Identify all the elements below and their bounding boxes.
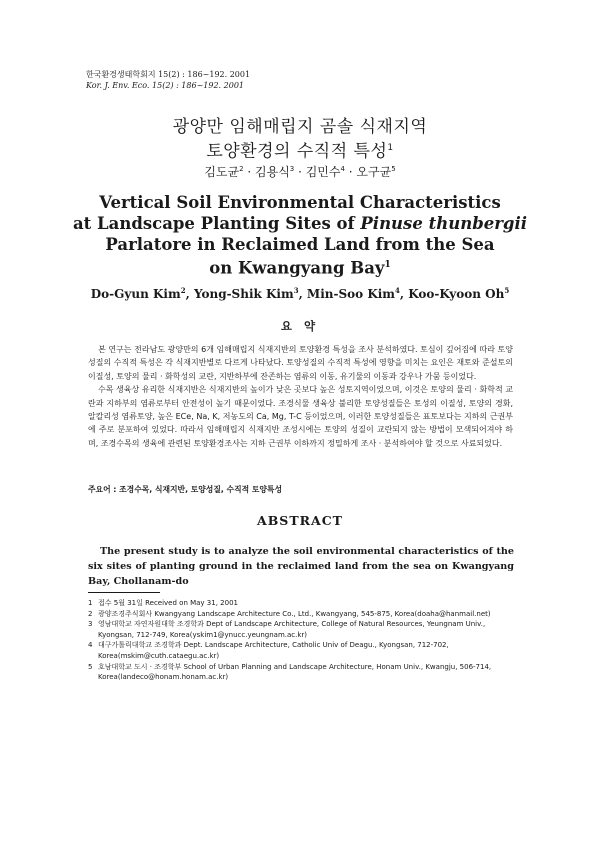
english-title-footnote-mark: 1 — [384, 260, 391, 270]
author-footnote-mark: 3 — [289, 165, 295, 173]
english-author: Do-Gyun Kim — [90, 287, 181, 301]
author-footnote-mark: 3 — [293, 286, 299, 295]
english-author: Yong-Shik Kim — [193, 287, 294, 301]
footnote-number: 3 — [88, 620, 93, 629]
footnote-item — [88, 609, 518, 620]
english-title-line-4 — [0, 255, 600, 279]
journal-citation-korean: 한국환경생태학회지 15(2) : 186~192. 2001 — [86, 70, 251, 79]
keywords: 주요어 : 조경수목, 식재지반, 토양성질, 수직적 토양특성 — [88, 485, 282, 494]
author-footnote-mark: 2 — [180, 286, 186, 295]
korean-author: 김민수 — [305, 165, 341, 179]
korean-author-list — [0, 161, 600, 180]
footnote-number: 4 — [88, 641, 93, 650]
journal-citation-english: Kor. J. Env. Eco. 15(2) : 186~192. 2001 — [86, 81, 244, 90]
footnote-number: 2 — [88, 609, 93, 618]
korean-abstract-paragraph-2: 수목 생육상 유리한 식재지반은 식재지반의 높이가 낮은 곳보다 높은 성토지역이었으며, 이것은 토양의 물리 · 화학적 교란과 지하부의 염류로부터 안전성이 높기 때문이었다. 조경식물 생육상 불리한 토양성질들은 토성의 이질성, 토양의 경화, 알칼리성 염류토양, 높은 ECe, Na, K, 저농도의 Ca, Mg, T-C 등이었으며, 이러한 토양성질들은 표토보다는 지하의 근권부에 주로 분포하여 있었다. 따라서 임해매립지 식재지반 조성시에는 토양의 성질이 교란되지 않는 방법이 모색되어져야 하며, 조경수목의 생육에 관련된 토양환경조사는 지하 근권부 이하까지 정밀하게 조사 · 분석하여야 할 것으로 사료되었다. — [88, 385, 513, 448]
footnote-text: 광양조경주식회사 Kwangyang Landscape Architecture Co., Ltd., Kwangyang, 545-875, Korea(doaha@hanmail.net) — [98, 609, 491, 618]
species-name: Pinuse thunbergii — [360, 214, 528, 233]
english-author: Min-Soo Kim — [306, 287, 396, 301]
korean-title-line-2 — [0, 137, 600, 163]
korean-title-footnote-mark: 1 — [387, 143, 394, 153]
english-title-line-2 — [0, 213, 600, 234]
footnote-text: 영남대학교 자연자원대학 조경학과 Dept of Landscape Architecture, College of Natural Resources, Yeungnam Univ., Kyongsan, 712-749, Korea(yskim1@ynucc.yeungnam.ac.kr) — [98, 620, 486, 639]
author-footnote-mark: 4 — [340, 165, 345, 173]
english-title-line-1: Vertical Soil Environmental Characteristics — [99, 193, 501, 212]
english-abstract-body: The present study is to analyze the soil environmental characteristics of the six sites of planting ground in the reclaimed land from the sea on Kwangyang Bay, Chollanam-do — [88, 546, 514, 587]
author-footnote-mark: 5 — [504, 286, 510, 295]
korean-abstract-paragraph-1: 본 연구는 전라남도 광양만의 6개 임해매립지 식재지반의 토양환경 특성을 조사 분석하였다. 토심이 깊어짐에 따라 토양성질의 수직적 특성은 각 식재지반별로 다르게 나타났다. 토양성질의 수직적 특성에 영향을 미치는 요인은 재토와 준설토의 이질성, 토양의 물리 · 화학성의 교란, 지반하부에 잔존하는 염류의 이동, 유기물의 이동과 강우나 가뭄 등이었다. — [88, 345, 513, 381]
footnote-text: 대구가톨릭대학교 조경학과 Dept. Landscape Architecture, Catholic Univ of Deagu., Kyongsan, 712-702, Korea(mskim@cuth.cataegu.ac.kr) — [98, 641, 449, 660]
footnote-number: 1 — [88, 599, 93, 607]
author-separator: · — [243, 165, 256, 179]
english-title-line-2-text: at Landscape Planting Sites of — [72, 214, 361, 233]
korean-author: 김용식 — [255, 165, 290, 179]
author-separator: · — [344, 165, 357, 179]
english-author-list: Do-Gyun Kim$^2$, Yong-Shik Kim$^3$, Min-Soo Kim$^4$, Koo-Kyoon Oh$^5$ — [90, 286, 510, 301]
korean-author: 김도균 — [204, 165, 240, 179]
author-separator: · — [294, 165, 306, 179]
korean-author: 오구균 — [356, 165, 392, 179]
footnote-text: 호남대학교 도시 · 조경학부 School of Urban Planning and Landscape Architecture, Honam Univ., Kwangju, 506-714, Korea(landeco@honam.honam.ac.kr) — [98, 662, 492, 682]
english-title-line-4-text: on Kwangyang Bay — [209, 258, 385, 278]
footnote-item — [88, 662, 518, 683]
footnote-item — [88, 598, 518, 609]
korean-title-line-2-text: 토양환경의 수직적 특성 — [206, 141, 388, 162]
footnote-item — [88, 640, 518, 661]
footnotes — [88, 598, 518, 683]
author-footnote-mark: 4 — [395, 286, 400, 295]
footnote-text: 접수 5월 31일 Received on May 31, 2001 — [98, 599, 238, 607]
korean-title-line-1: 광양만 임해매립지 곰솔 식재지역 — [172, 117, 428, 137]
footnote-divider — [88, 592, 160, 593]
english-title-line-3: Parlatore in Reclaimed Land from the Sea — [105, 235, 495, 254]
english-abstract-heading: ABSTRACT — [257, 513, 343, 528]
korean-abstract-body — [88, 343, 513, 450]
english-author: Koo-Kyoon Oh — [408, 287, 505, 301]
author-footnote-mark: 2 — [239, 165, 244, 173]
footnote-number: 5 — [88, 662, 93, 671]
korean-abstract-heading: 요 약 — [280, 319, 320, 333]
author-footnote-mark: 5 — [391, 165, 396, 173]
footnote-item — [88, 619, 518, 640]
